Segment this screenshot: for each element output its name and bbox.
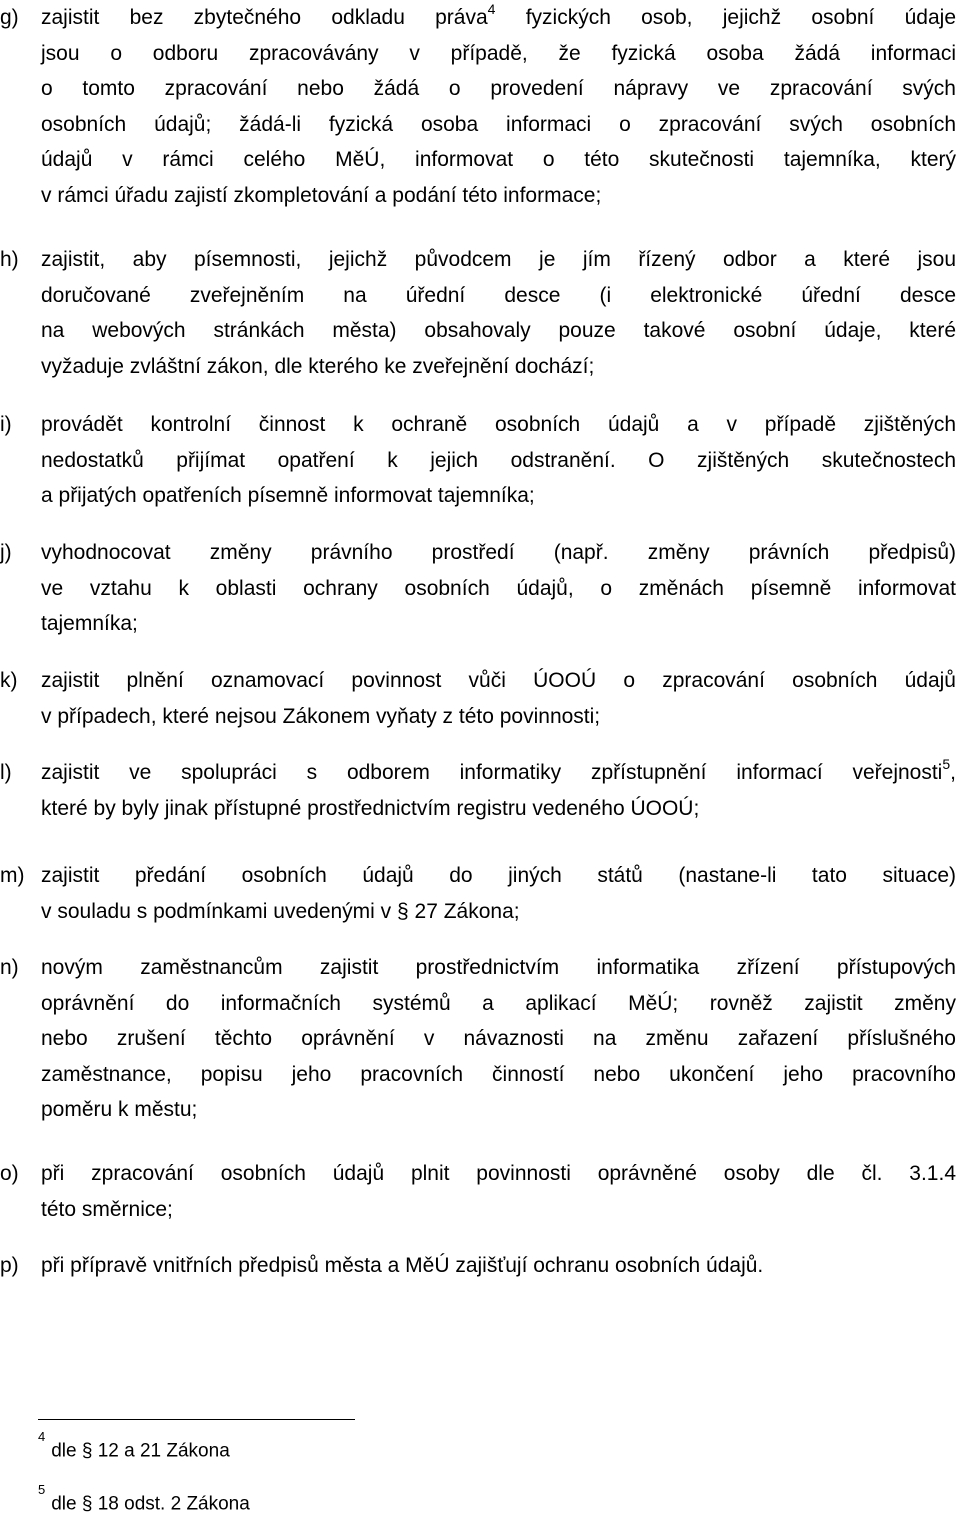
text-line [41, 313, 956, 349]
text-segment: a přijatých opatřeních písemně informovat tajemníka; [41, 484, 535, 508]
text-line [41, 1021, 956, 1057]
footnote [38, 1429, 638, 1463]
footnote-separator [38, 1419, 355, 1420]
text-line [41, 755, 956, 791]
text-segment: na webových stránkách města) obsahovaly pouze takové osobní údaje, které [41, 319, 956, 343]
list-item-text [41, 858, 956, 929]
text-segment: vyhodnocovat změny právního prostředí (např. změny právních předpisů) [41, 541, 956, 564]
text-segment: tajemníka; [41, 612, 138, 636]
text-line [41, 278, 956, 314]
list-item-text [41, 755, 956, 826]
text-segment: zajistit bez zbytečného odkladu práva [41, 6, 488, 29]
text-line [41, 142, 956, 178]
text-segment: jsou o odboru zpracovávány v případě, že fyzická osoba žádá informaci [41, 41, 956, 65]
text-line [41, 535, 956, 571]
text-segment: fyzických osob, jejichž osobní údaje [495, 6, 957, 29]
list-item-text [41, 663, 956, 734]
text-segment: nedostatků přijímat opatření k jejich odstranění. O zjištěných skutečnostech [41, 448, 956, 472]
text-line [41, 407, 956, 443]
text-segment: zajistit, aby písemnosti, jejichž původcem je jím řízený odbor a které jsou [41, 248, 956, 271]
footnote-number: 5 [38, 1482, 46, 1497]
text-segment: údajů v rámci celého MěÚ, informovat o této skutečnosti tajemníka, který [41, 148, 956, 172]
text-line [41, 478, 956, 514]
list-item-text [41, 0, 956, 214]
list-item-text [41, 535, 956, 642]
text-segment: oprávnění do informačních systémů a aplikací MěÚ; rovněž zajistit změny [41, 991, 956, 1015]
list-item-text [41, 242, 956, 384]
text-line [41, 0, 956, 36]
list-marker: m) [0, 864, 25, 887]
text-segment: které by byly jinak přístupné prostřednictvím registru vedeného ÚOOÚ; [41, 796, 700, 820]
footnote-text: dle § 12 a 21 Zákona [51, 1440, 230, 1462]
list-marker: j) [0, 541, 12, 564]
text-segment: provádět kontrolní činnost k ochraně osobních údajů a v případě zjištěných [41, 413, 956, 436]
list-marker: l) [0, 761, 12, 784]
text-line [41, 178, 956, 214]
text-line [41, 349, 956, 385]
text-line [41, 571, 956, 607]
list-marker: n) [0, 956, 19, 979]
text-segment: zajistit plnění oznamovací povinnost vůči ÚOOÚ o zpracování osobních údajů [41, 669, 956, 692]
text-line [41, 1192, 956, 1228]
list-item-text [41, 407, 956, 514]
text-segment: osobních údajů; žádá-li fyzická osoba informaci o zpracování svých osobních [41, 112, 956, 136]
text-line [41, 858, 956, 894]
text-line [41, 1057, 956, 1093]
text-segment: novým zaměstnancům zajistit prostřednictvím informatika zřízení přístupových [41, 956, 956, 979]
list-marker: i) [0, 413, 12, 436]
footnote [38, 1482, 638, 1516]
text-segment: v souladu s podmínkami uvedenými v § 27 Zákona; [41, 899, 520, 923]
text-line [41, 791, 956, 827]
list-item-text [41, 950, 956, 1128]
list-marker: p) [0, 1254, 19, 1277]
text-segment: , [950, 761, 956, 784]
footnote-number: 4 [38, 1429, 46, 1444]
text-line [41, 71, 956, 107]
text-line [41, 699, 956, 735]
text-segment: v případech, které nejsou Zákonem vyňaty z této povinnosti; [41, 704, 601, 728]
text-line [41, 1092, 956, 1128]
text-segment: poměru k městu; [41, 1098, 198, 1122]
list-marker: h) [0, 248, 19, 271]
text-line [41, 242, 956, 278]
footnote-reference: 4 [487, 1, 496, 17]
text-line [41, 1248, 956, 1284]
list-marker: g) [0, 6, 19, 29]
text-line [41, 443, 956, 479]
text-segment: při přípravě vnitřních předpisů města a MěÚ zajišťují ochranu osobních údajů. [41, 1254, 764, 1277]
text-segment: zaměstnance, popisu jeho pracovních činností nebo ukončení jeho pracovního [41, 1062, 956, 1086]
text-line [41, 986, 956, 1022]
text-segment: zajistit předání osobních údajů do jiných států (nastane-li tato situace) [41, 864, 956, 887]
footnote-text: dle § 18 odst. 2 Zákona [51, 1493, 250, 1515]
list-item-text [41, 1248, 956, 1284]
text-segment: nebo zrušení těchto oprávnění v návaznosti na změnu zařazení příslušného [41, 1027, 956, 1051]
text-line [41, 663, 956, 699]
text-segment: této směrnice; [41, 1197, 173, 1221]
text-line [41, 950, 956, 986]
text-segment: vyžaduje zvláštní zákon, dle kterého ke zveřejnění dochází; [41, 354, 595, 378]
text-line [41, 894, 956, 930]
list-item-text [41, 1156, 956, 1227]
text-segment: doručované zveřejněním na úřední desce (i elektronické úřední desce [41, 283, 956, 307]
text-segment: zajistit ve spolupráci s odborem informatiky zpřístupnění informací veřejnosti [41, 761, 943, 784]
text-line [41, 107, 956, 143]
text-line [41, 36, 956, 72]
list-marker: o) [0, 1162, 19, 1185]
text-segment: v rámci úřadu zajistí zkompletování a podání této informace; [41, 183, 602, 207]
text-segment: ve vztahu k oblasti ochrany osobních údajů, o změnách písemně informovat [41, 576, 956, 600]
text-segment: při zpracování osobních údajů plnit povinnosti oprávněné osoby dle čl. 3.1.4 [41, 1162, 956, 1185]
list-marker: k) [0, 669, 18, 692]
text-line [41, 606, 956, 642]
text-line [41, 1156, 956, 1192]
text-segment: o tomto zpracování nebo žádá o provedení nápravy ve zpracování svých [41, 77, 956, 101]
footnote-reference: 5 [942, 756, 951, 772]
